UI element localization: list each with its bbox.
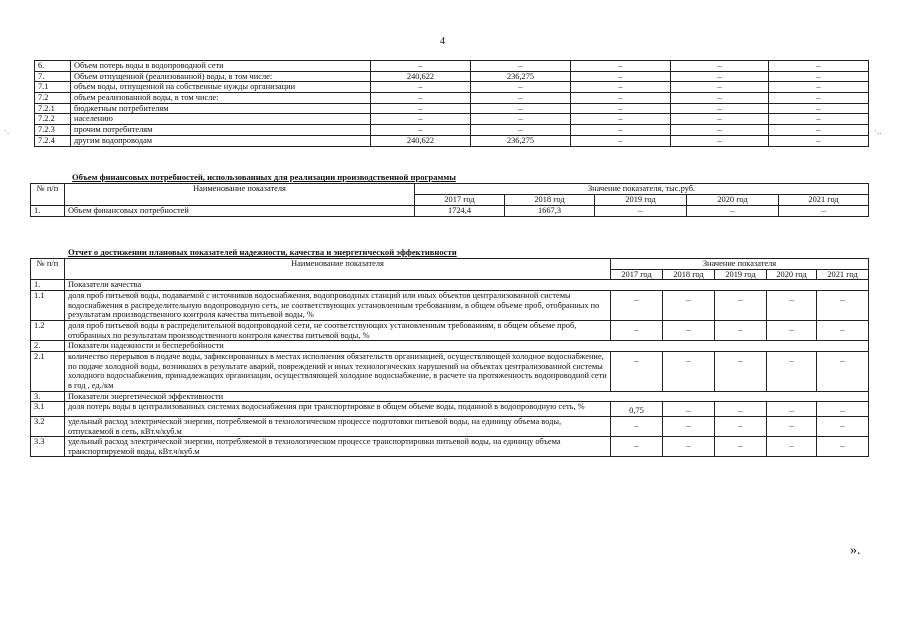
row-value: –: [371, 82, 471, 93]
row-value: –: [817, 402, 869, 417]
row-value: –: [769, 135, 869, 146]
year-header: 2020 год: [767, 269, 817, 280]
year-header: 2018 год: [505, 195, 595, 206]
row-num: 3.3: [31, 437, 65, 457]
row-name: количество перерывов в подаче воды, зафиксированных в местах исполнения обязательств организацией, осуществляющей холодное водоснабжение, по подаче холодной воды, возникших в результате аварий, повреждений и иных технологических нарушений на объектах централизованной системы холодного водоснабжения, принадлежащих организации, осуществляющей холодное водоснабжение, в расчете на протяженность водопроводной сети в год , ед./км: [65, 351, 611, 391]
margin-mark-right: ·..: [874, 126, 882, 136]
section-row: [31, 391, 869, 402]
row-value: –: [779, 206, 869, 217]
row-name: удельный расход электрической энергии, потребляемой в технологическом процессе подготовки питьевой воды, на единицу объема воды, отпускаемой в сеть, кВт.ч/куб.м: [65, 416, 611, 436]
row-value: –: [671, 103, 769, 114]
row-num: 1.: [31, 206, 65, 217]
header-name: Наименование показателя: [65, 259, 611, 280]
row-name: бюджетным потребителям: [71, 103, 371, 114]
row-value: –: [715, 320, 767, 340]
row-value: –: [715, 351, 767, 391]
row-value: –: [663, 437, 715, 457]
row-name: Объем потерь воды в водопроводной сети: [71, 61, 371, 72]
year-header: 2019 год: [595, 195, 687, 206]
row-num: 7.1: [35, 82, 71, 93]
row-name: объем реализованной воды, в том числе:: [71, 93, 371, 104]
table-row: [31, 320, 869, 340]
row-value: 236,275: [471, 135, 571, 146]
row-name: другим водопроводам: [71, 135, 371, 146]
header-value: Значение показателя: [611, 259, 869, 270]
table-row: [31, 437, 869, 457]
row-value: –: [663, 416, 715, 436]
row-value: –: [663, 290, 715, 320]
row-num: 7.2.1: [35, 103, 71, 114]
table-row: [35, 82, 869, 93]
row-name: прочим потребителям: [71, 125, 371, 136]
margin-mark-left: ·.: [4, 126, 10, 136]
year-header: 2017 год: [611, 269, 663, 280]
section-title: Показатели надежности и бесперебойности: [65, 341, 869, 352]
row-value: 1724,4: [415, 206, 505, 217]
row-value: –: [671, 71, 769, 82]
row-value: –: [769, 71, 869, 82]
row-value: –: [769, 61, 869, 72]
row-value: –: [571, 135, 671, 146]
row-name: доля проб питьевой воды в распределительной водопроводной сети, не соответствующих установленным требованиям, в общем объеме проб, отобранных по результатам производственного контроля качества питьевой воды, %: [65, 320, 611, 340]
row-value: –: [767, 290, 817, 320]
row-num: 7.2.2: [35, 114, 71, 125]
row-value: –: [611, 320, 663, 340]
row-value: –: [767, 416, 817, 436]
row-num: 2.1: [31, 351, 65, 391]
section-title: Показатели энергетической эффективности: [65, 391, 869, 402]
header-value: Значение показателя, тыс.руб.: [415, 184, 869, 195]
table-row: [35, 125, 869, 136]
row-value: –: [671, 61, 769, 72]
row-num: 1.2: [31, 320, 65, 340]
row-value: –: [687, 206, 779, 217]
row-value: –: [611, 290, 663, 320]
indicators-table: [30, 258, 869, 457]
row-value: –: [769, 93, 869, 104]
row-value: –: [769, 82, 869, 93]
table-row: [31, 206, 869, 217]
year-header: 2017 год: [415, 195, 505, 206]
table-row: [31, 290, 869, 320]
row-value: –: [571, 82, 671, 93]
row-value: –: [817, 290, 869, 320]
table-row: [31, 351, 869, 391]
section-row: [31, 341, 869, 352]
financial-needs-table: [30, 183, 869, 217]
row-value: –: [671, 135, 769, 146]
row-value: –: [817, 320, 869, 340]
row-value: –: [611, 351, 663, 391]
row-name: населению: [71, 114, 371, 125]
year-header: 2021 год: [779, 195, 869, 206]
row-value: –: [471, 93, 571, 104]
row-value: –: [767, 437, 817, 457]
row-value: –: [595, 206, 687, 217]
row-value: –: [371, 103, 471, 114]
row-value: –: [671, 114, 769, 125]
row-num: 6.: [35, 61, 71, 72]
row-value: –: [671, 93, 769, 104]
section-row: [31, 280, 869, 291]
row-name: Объем отпущенной (реализованной) воды, в том числе:: [71, 71, 371, 82]
row-value: –: [371, 125, 471, 136]
row-value: –: [715, 402, 767, 417]
year-header: 2018 год: [663, 269, 715, 280]
row-value: –: [371, 114, 471, 125]
row-num: 7.2: [35, 93, 71, 104]
row-value: –: [371, 93, 471, 104]
row-num: 7.: [35, 71, 71, 82]
header-name: Наименование показателя: [65, 184, 415, 206]
row-value: 240,622: [371, 71, 471, 82]
page-number: 4: [440, 36, 445, 47]
table-row: [31, 402, 869, 417]
table-row: [35, 135, 869, 146]
row-value: –: [571, 103, 671, 114]
row-name: доля проб питьевой воды, подаваемой с источников водоснабжения, водопроводных станций или иных объектов централизованной системы водоснабжения в распределительную водопроводную сеть, не соответствующих установленным требованиям, в общем объеме проб, отобранных по результатам производственного контроля качества питьевой воды, %: [65, 290, 611, 320]
row-value: –: [715, 437, 767, 457]
closing-quote: ».: [850, 543, 861, 558]
row-name: удельный расход электрической энергии, потребляемой в технологическом процессе транспортировки питьевой воды, на единицу объема транспортируемой воды, кВт.ч/куб.м: [65, 437, 611, 457]
row-value: –: [471, 82, 571, 93]
row-value: –: [769, 103, 869, 114]
table-row: [35, 71, 869, 82]
section-num: 1.: [31, 280, 65, 291]
water-volume-table: [34, 60, 869, 147]
row-value: 0,75: [611, 402, 663, 417]
table-row: [35, 103, 869, 114]
row-num: 3.1: [31, 402, 65, 417]
row-value: –: [663, 351, 715, 391]
row-value: –: [715, 416, 767, 436]
row-value: –: [371, 61, 471, 72]
row-value: –: [471, 114, 571, 125]
row-value: –: [611, 416, 663, 436]
section-title: Показатели качества: [65, 280, 869, 291]
table-row: [35, 93, 869, 104]
row-name: доля потерь воды в централизованных системах водоснабжения при транспортировке в общем объеме воды, поданной в водопроводную сеть, %: [65, 402, 611, 417]
table-row: [35, 61, 869, 72]
financial-table-caption: Объем финансовых потребностей, использованных для реализации производственной программы: [72, 172, 456, 182]
row-value: –: [715, 290, 767, 320]
row-value: –: [471, 103, 571, 114]
header-num: № п/п: [31, 259, 65, 280]
row-value: –: [471, 125, 571, 136]
table-row: [31, 416, 869, 436]
row-value: –: [571, 125, 671, 136]
row-value: –: [663, 320, 715, 340]
row-value: 240,622: [371, 135, 471, 146]
row-value: –: [671, 82, 769, 93]
row-value: –: [571, 71, 671, 82]
row-value: –: [767, 402, 817, 417]
row-value: –: [471, 61, 571, 72]
row-name: Объем финансовых потребностей: [65, 206, 415, 217]
row-num: 3.2: [31, 416, 65, 436]
row-name: объем воды, отпущенной на собственные нужды организации: [71, 82, 371, 93]
row-value: –: [767, 351, 817, 391]
row-num: 7.2.3: [35, 125, 71, 136]
row-value: –: [767, 320, 817, 340]
year-header: 2020 год: [687, 195, 779, 206]
row-value: –: [817, 351, 869, 391]
row-value: –: [571, 114, 671, 125]
row-value: –: [671, 125, 769, 136]
row-num: 1.1: [31, 290, 65, 320]
row-value: –: [611, 437, 663, 457]
row-value: –: [769, 114, 869, 125]
row-num: 7.2.4: [35, 135, 71, 146]
section-num: 3.: [31, 391, 65, 402]
row-value: –: [571, 61, 671, 72]
row-value: –: [769, 125, 869, 136]
section-num: 2.: [31, 341, 65, 352]
row-value: 1667,3: [505, 206, 595, 217]
indicators-table-caption: Отчет о достижении плановых показателей надежности, качества и энергетической эффективности: [68, 247, 457, 257]
table-row: [35, 114, 869, 125]
row-value: –: [663, 402, 715, 417]
row-value: –: [571, 93, 671, 104]
row-value: –: [817, 437, 869, 457]
row-value: –: [817, 416, 869, 436]
header-num: № п/п: [31, 184, 65, 206]
year-header: 2019 год: [715, 269, 767, 280]
row-value: 236,275: [471, 71, 571, 82]
year-header: 2021 год: [817, 269, 869, 280]
